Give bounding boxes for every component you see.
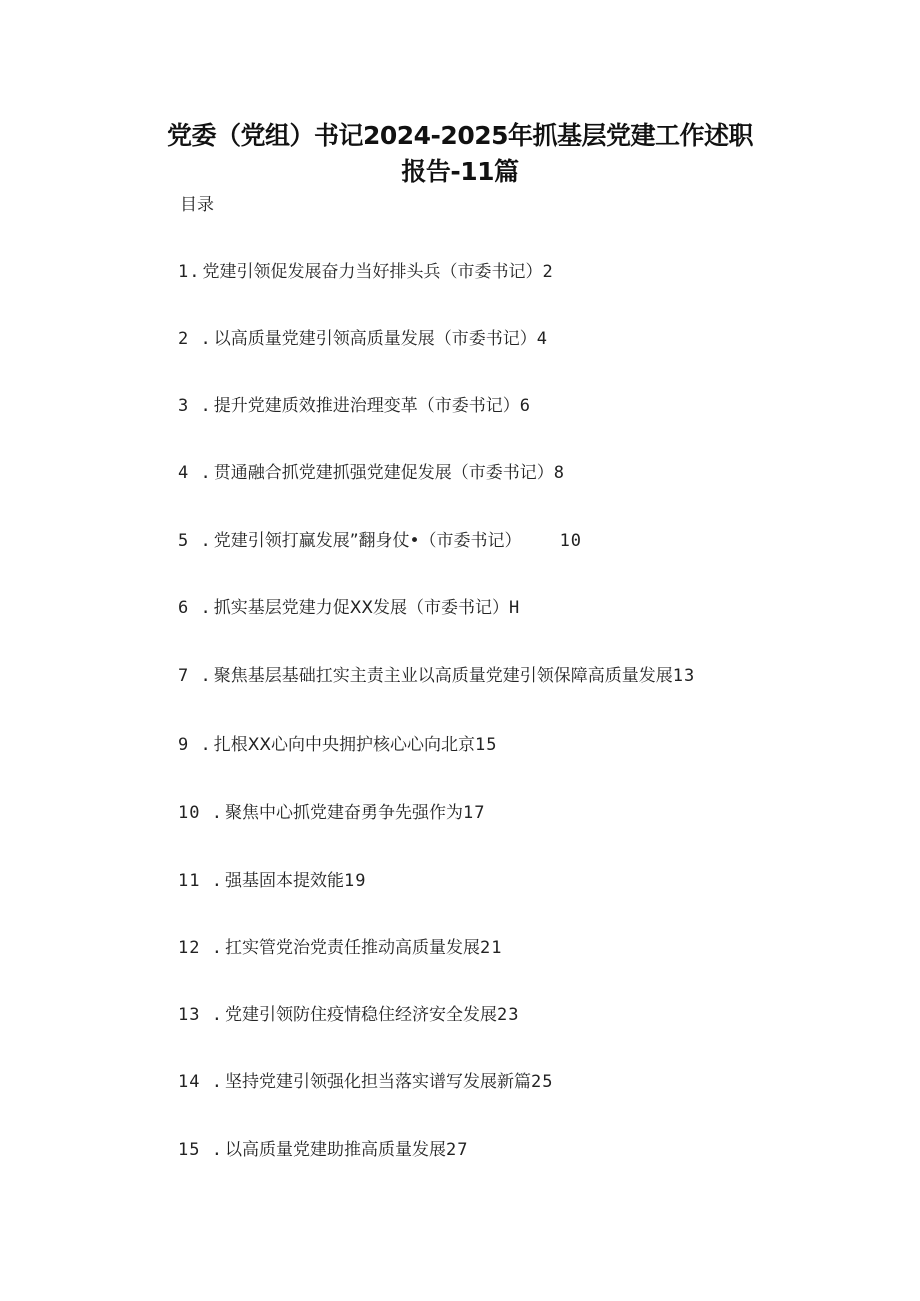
- toc-item-number: 10 .: [178, 803, 223, 823]
- toc-item-title: 聚焦中心抓党建奋勇争先强作为: [224, 803, 463, 823]
- toc-item-number: 4 .: [178, 463, 212, 483]
- toc-item[interactable]: [178, 1072, 553, 1092]
- toc-item-title: 党建引领防住疫情稳住经济安全发展: [224, 1005, 497, 1025]
- toc-item-title: 抓实基层党建力促XX发展（市委书记）: [213, 598, 510, 618]
- toc-item-page: 6: [519, 396, 531, 416]
- toc-item-page: 15: [475, 735, 498, 755]
- toc-item-number: 1.: [178, 262, 201, 282]
- document-title-line-1: 党委（党组）书记2024-2025年抓基层党建工作述职: [166, 121, 754, 150]
- toc-item-number: 7 .: [178, 666, 212, 686]
- toc-item-number: 5 .: [178, 531, 212, 551]
- toc-item-page: 8: [553, 463, 565, 483]
- toc-item-page: 10: [559, 531, 583, 551]
- toc-item-page: 4: [536, 329, 548, 349]
- toc-item-number: 9 .: [178, 735, 212, 755]
- toc-item-title: 扎根XX心向中央拥护核心心向北京: [213, 735, 476, 755]
- toc-item-number: 11 .: [178, 871, 223, 891]
- toc-item[interactable]: [178, 531, 582, 551]
- toc-item-title: 坚持党建引领强化担当落实谱写发展新篇: [224, 1072, 531, 1092]
- toc-item-number: 14 .: [178, 1072, 223, 1092]
- toc-item-title: 以高质量党建助推高质量发展: [224, 1140, 446, 1160]
- toc-item-page: 19: [343, 871, 367, 891]
- toc-item[interactable]: [178, 803, 485, 823]
- toc-item-title: 贯通融合抓党建抓强党建促发展（市委书记）: [213, 463, 554, 483]
- toc-item-number: 13 .: [178, 1005, 223, 1025]
- toc-heading: 目录: [180, 195, 214, 215]
- toc-item-number: 2 .: [178, 329, 212, 349]
- toc-item-page: 2: [542, 262, 554, 282]
- toc-item[interactable]: [178, 598, 520, 618]
- toc-item-number: 6 .: [178, 598, 212, 618]
- toc-item-page: 23: [496, 1005, 520, 1025]
- toc-item-title: 党建引领打赢发展”翻身仗•（市委书记）: [213, 531, 522, 551]
- toc-item-title: 提升党建质效推进治理变革（市委书记）: [213, 396, 520, 416]
- toc-item-title: 以高质量党建引领高质量发展（市委书记）: [213, 329, 537, 349]
- toc-item[interactable]: [178, 1140, 468, 1160]
- toc-item-page: 25: [530, 1072, 554, 1092]
- toc-item-title: 聚焦基层基础扛实主责主业以高质量党建引领保障高质量发展: [213, 666, 673, 686]
- toc-item-page: 17: [462, 803, 486, 823]
- toc-item-page: 27: [445, 1140, 469, 1160]
- toc-item-page: H: [509, 598, 521, 618]
- toc-item-number: 3 .: [178, 396, 212, 416]
- toc-item[interactable]: [178, 666, 695, 686]
- toc-item[interactable]: [178, 938, 502, 958]
- toc-item-title: 党建引领促发展奋力当好排头兵（市委书记）: [202, 262, 543, 282]
- toc-item-page: 13: [672, 666, 696, 686]
- toc-item[interactable]: [178, 329, 548, 349]
- toc-item-number: 12 .: [178, 938, 223, 958]
- toc-item[interactable]: [178, 735, 498, 755]
- toc-item-number: 15 .: [178, 1140, 223, 1160]
- toc-item-title: 强基固本提效能: [224, 871, 344, 891]
- toc-item[interactable]: [178, 396, 531, 416]
- toc-item-title: 扛实管党治党责任推动高质量发展: [224, 938, 480, 958]
- toc-item[interactable]: [178, 1005, 519, 1025]
- toc-item-page: 21: [479, 938, 503, 958]
- document-title-line-2: 报告-11篇: [401, 157, 519, 186]
- toc-item[interactable]: [178, 871, 366, 891]
- toc-item[interactable]: [178, 262, 554, 282]
- toc-item[interactable]: [178, 463, 565, 483]
